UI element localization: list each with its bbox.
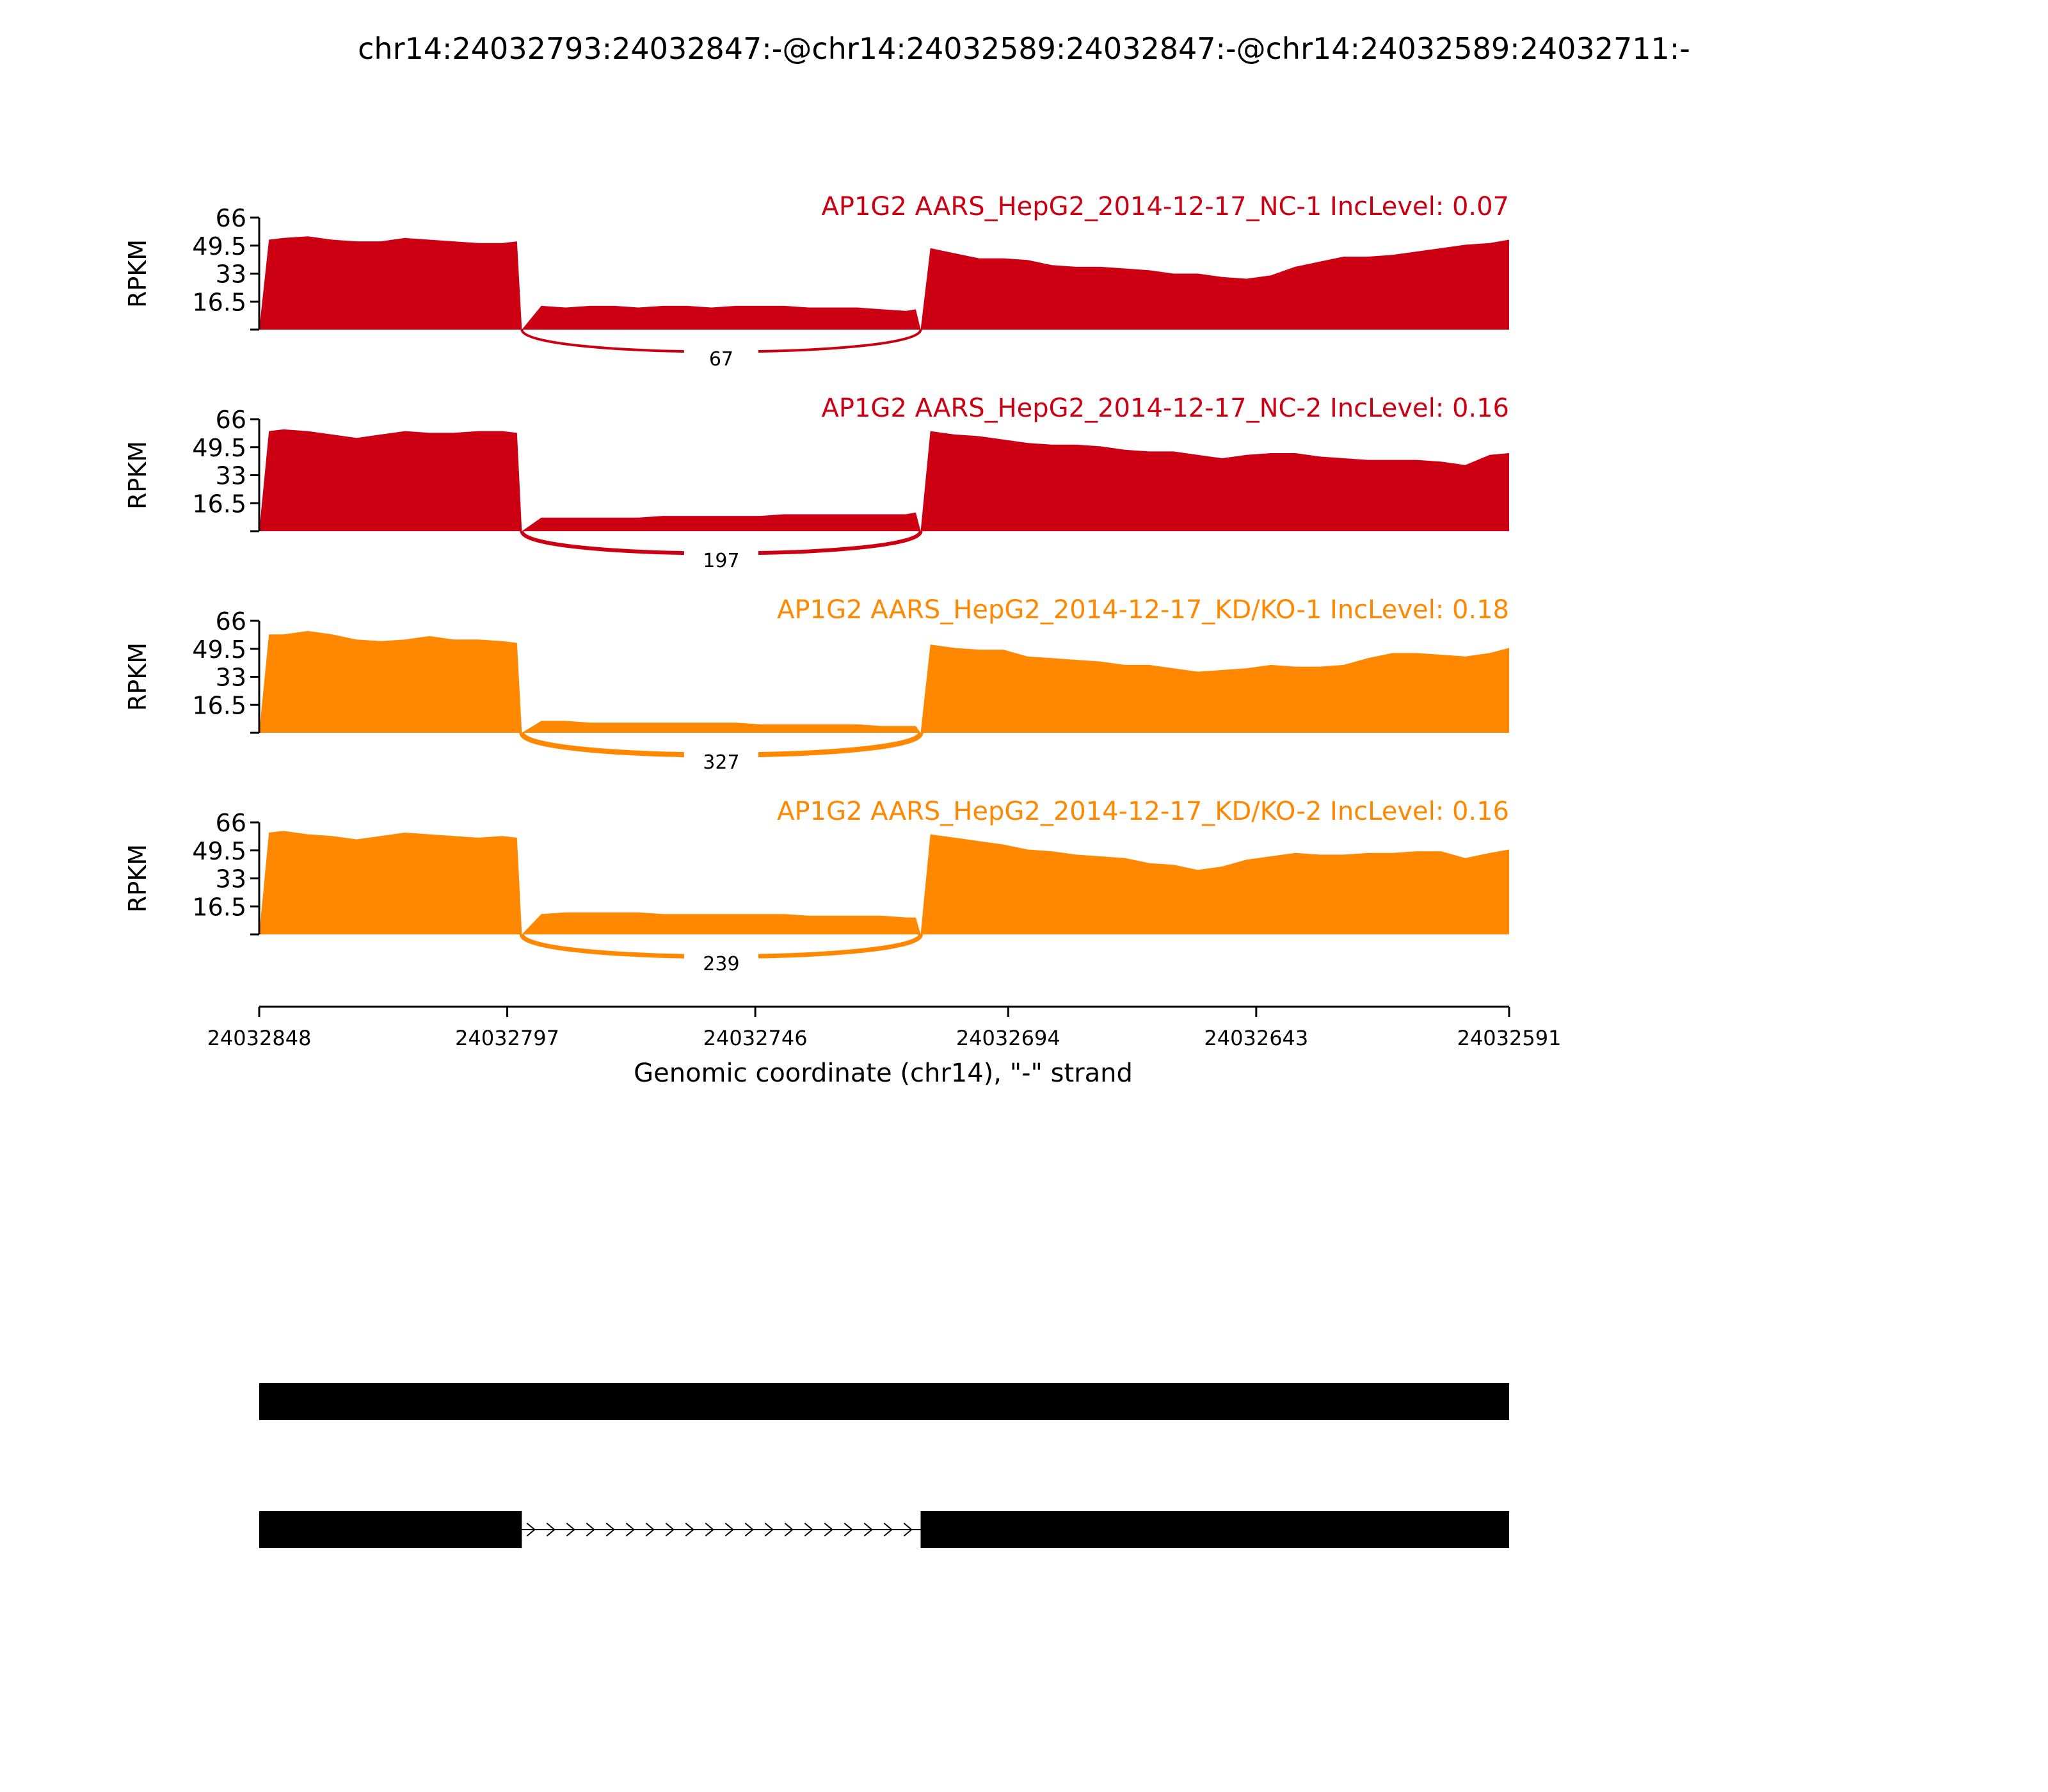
isoform-2 — [259, 1511, 1509, 1548]
y-tick-label: 16.5 — [192, 288, 246, 317]
track-2 — [124, 394, 1509, 573]
exon-block — [920, 1511, 1509, 1548]
track-label: AP1G2 AARS_HepG2_2014-12-17_KD/KO-2 IncLevel: 0.16 — [777, 797, 1509, 826]
coverage-area — [259, 236, 1509, 330]
coverage-area — [259, 429, 1509, 531]
x-tick-label: 24032694 — [956, 1026, 1060, 1050]
junction-count: 327 — [703, 751, 740, 774]
exon-block — [259, 1383, 1509, 1420]
y-tick-label: 16.5 — [192, 893, 246, 922]
y-axis-label: RPKM — [124, 440, 152, 510]
y-axis-label: RPKM — [124, 239, 152, 308]
isoform-1 — [259, 1383, 1509, 1420]
figure-title: chr14:24032793:24032847:-@chr14:24032589:24032847:-@chr14:24032589:24032711:- — [358, 31, 1690, 66]
y-tick-label: 33 — [215, 865, 246, 893]
genomic-x-axis — [207, 1007, 1562, 1050]
coverage-area — [259, 831, 1509, 934]
coverage-area — [259, 631, 1509, 733]
y-tick-label: 49.5 — [192, 635, 246, 664]
coverage-tracks — [124, 192, 1509, 976]
y-tick-label: 66 — [215, 204, 246, 232]
y-tick-label: 49.5 — [192, 433, 246, 462]
junction-count: 197 — [703, 550, 740, 572]
track-1 — [124, 192, 1509, 371]
y-tick-label: 49.5 — [192, 232, 246, 260]
isoform-models — [259, 1383, 1509, 1548]
y-axis-label: RPKM — [124, 642, 152, 712]
x-tick-label: 24032643 — [1204, 1026, 1309, 1050]
y-tick-label: 33 — [215, 260, 246, 289]
track-label: AP1G2 AARS_HepG2_2014-12-17_NC-2 IncLevel: 0.16 — [821, 394, 1509, 423]
y-tick-label: 49.5 — [192, 836, 246, 865]
x-axis-label: Genomic coordinate (chr14), "-" strand — [634, 1059, 1133, 1088]
y-tick-label: 66 — [215, 809, 246, 837]
track-label: AP1G2 AARS_HepG2_2014-12-17_KD/KO-1 IncLevel: 0.18 — [777, 595, 1509, 625]
y-tick-label: 66 — [215, 406, 246, 434]
junction-count: 67 — [708, 348, 734, 371]
x-tick-label: 24032797 — [455, 1026, 559, 1050]
track-3 — [124, 595, 1509, 774]
x-tick-label: 24032591 — [1457, 1026, 1562, 1050]
y-axis-label: RPKM — [124, 844, 152, 913]
y-tick-label: 66 — [215, 607, 246, 636]
y-tick-label: 16.5 — [192, 691, 246, 720]
track-4 — [124, 797, 1509, 976]
junction-count: 239 — [703, 953, 740, 975]
y-tick-label: 16.5 — [192, 490, 246, 518]
y-tick-label: 33 — [215, 663, 246, 692]
y-tick-label: 33 — [215, 461, 246, 490]
exon-block — [259, 1511, 522, 1548]
x-tick-label: 24032848 — [207, 1026, 312, 1050]
x-tick-label: 24032746 — [703, 1026, 808, 1050]
track-label: AP1G2 AARS_HepG2_2014-12-17_NC-1 IncLevel: 0.07 — [821, 192, 1509, 221]
